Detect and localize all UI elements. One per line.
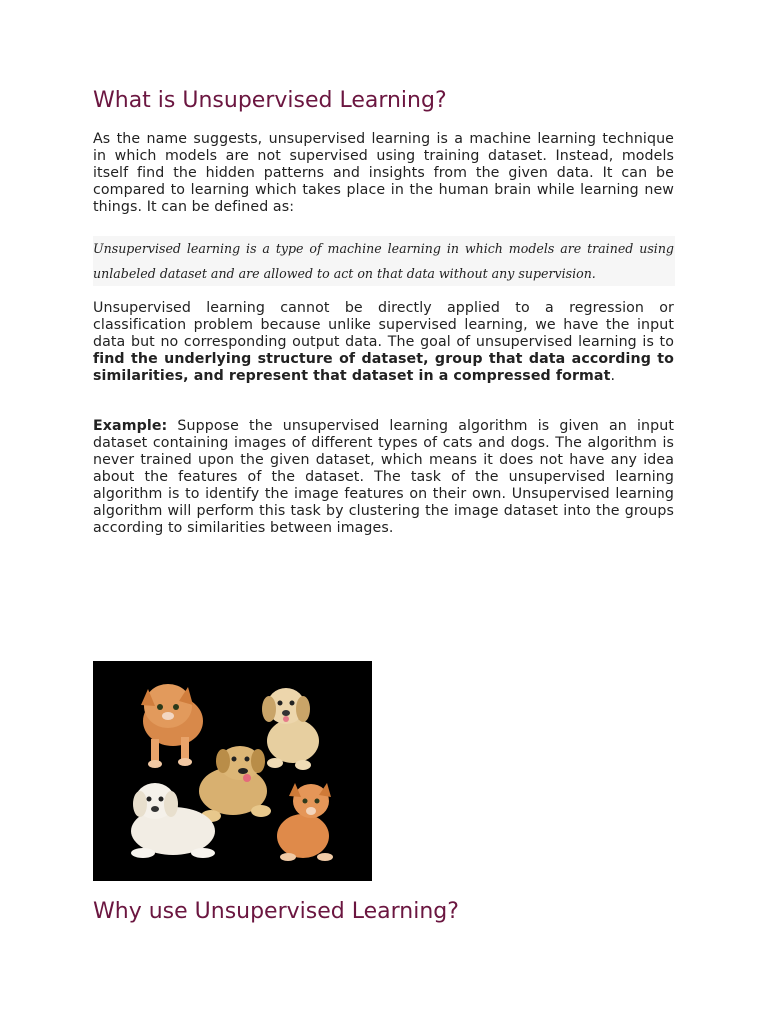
goal-block xyxy=(93,300,674,385)
example-block xyxy=(93,418,674,537)
goal-end: . xyxy=(610,368,616,384)
intro-paragraph: As the name suggests, unsupervised learning is a machine learning technique in which models are not supervised using training dataset. Instead, models itself find the hidden patterns and insights from the given data. It can be compared to learning which takes place in the human brain while learning new things. It can be defined as: xyxy=(93,131,674,215)
example-label: Example: xyxy=(93,418,168,434)
section-heading: What is Unsupervised Learning? xyxy=(93,88,447,113)
section-what-is xyxy=(93,87,674,115)
goal-paragraph xyxy=(93,300,674,385)
definition-text: Unsupervised learning is a type of machine learning in which models are trained using unlabeled dataset and are allowed to act on that data without any supervision. xyxy=(93,241,674,281)
section-why-use xyxy=(93,898,674,926)
cats-and-dogs-image xyxy=(93,661,372,881)
goal-emphasis: find the underlying structure of dataset, group that data according to similarities, and represent that dataset in a compressed format xyxy=(93,351,674,384)
section-heading: Why use Unsupervised Learning? xyxy=(93,899,459,924)
goal-text: Unsupervised learning cannot be directly applied to a regression or classification problem because unlike supervised learning, we have the input data but no corresponding output data. The goal of unsupervised learning is to xyxy=(93,300,674,350)
example-text: Suppose the unsupervised learning algorithm is given an input dataset containing images of different types of cats and dogs. The algorithm is never trained upon the given dataset, which means it does not have any idea about the features of the dataset. The task of the unsupervised learning algorithm is to identify the image features on their own. Unsupervised learning algorithm will perform this task by clustering the image dataset into the groups according to similarities between images. xyxy=(93,418,674,536)
definition-quote xyxy=(93,236,675,286)
intro-block xyxy=(93,131,674,216)
cats-dogs-illustration xyxy=(93,661,372,881)
example-paragraph xyxy=(93,418,674,537)
